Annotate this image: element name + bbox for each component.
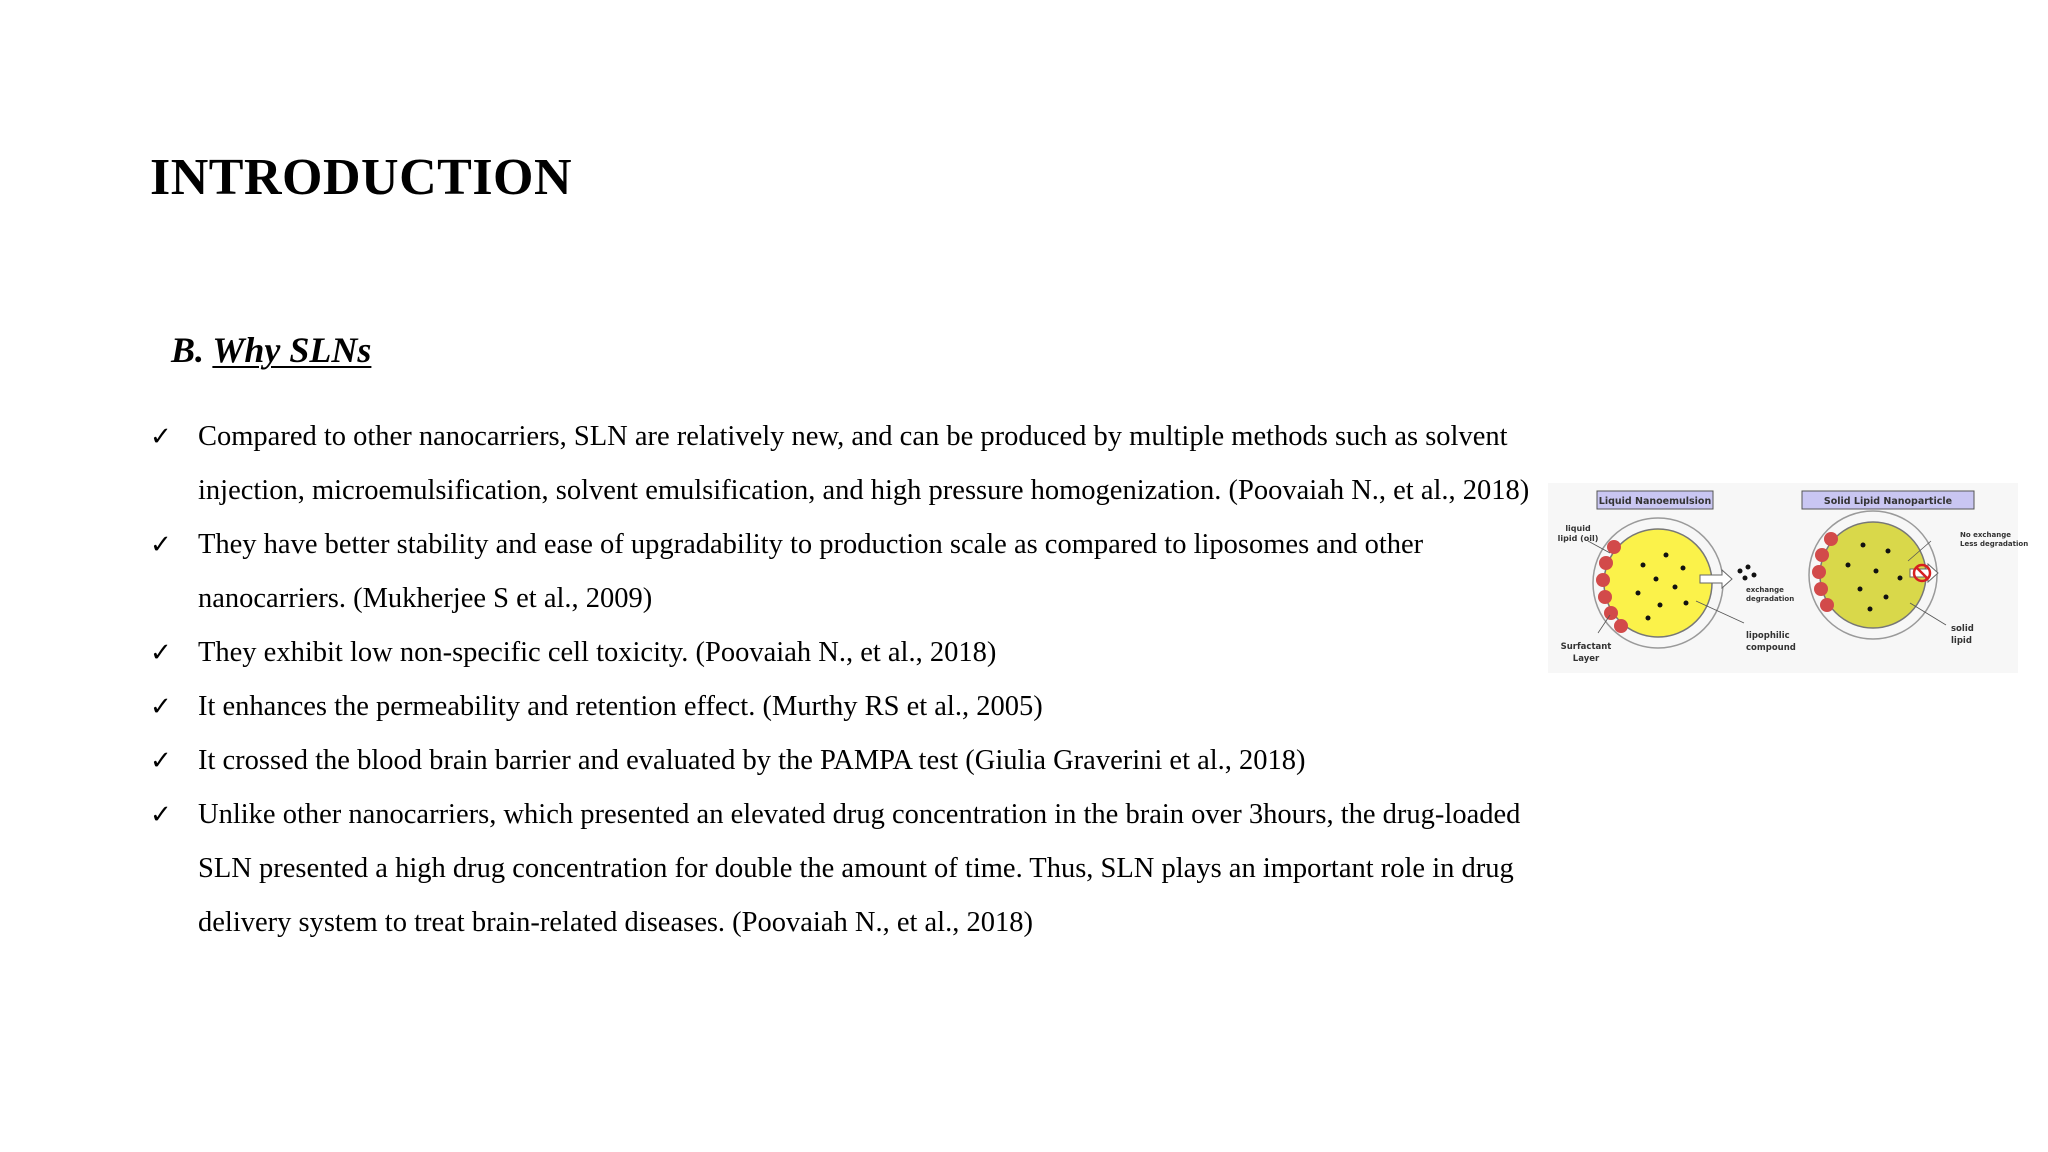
- sln-comparison-diagram: [1548, 483, 2029, 673]
- checkmark-icon: ✓: [150, 746, 172, 776]
- right-title: Solid Lipid Nanoparticle: [1823, 496, 1953, 507]
- exchange-label-1: exchange: [1746, 586, 1784, 594]
- no-exchange-label-2: Less degradation: [1960, 540, 2029, 548]
- surfactant-head: [1824, 532, 1838, 546]
- lipophilic-label-1: lipophilic: [1746, 631, 1790, 641]
- lipophilic-label-2: compound: [1746, 643, 1796, 653]
- drug-dot: [1743, 576, 1748, 581]
- no-exchange-label-1: No exchange: [1960, 531, 2011, 539]
- drug-dot: [1874, 569, 1879, 574]
- surfactant-head: [1598, 590, 1612, 604]
- exchange-label-2: degradation: [1746, 595, 1795, 603]
- drug-dot: [1664, 553, 1669, 558]
- bullet-item: [150, 626, 1530, 680]
- checkmark-icon: ✓: [150, 638, 172, 668]
- section-heading: [171, 329, 371, 371]
- bullet-list: [150, 410, 1530, 950]
- drug-dot: [1641, 563, 1646, 568]
- bullet-text: It enhances the permeability and retention effect. (Murthy RS et al., 2005): [198, 691, 1043, 722]
- solid-lipid-label-1: solid: [1951, 624, 1974, 634]
- bullet-text: Compared to other nanocarriers, SLN are relatively new, and can be produced by multiple methods such as solvent injection, microemulsification, solvent emulsification, and high pressure homogenization. (Poovaiah N., et al., 2018): [198, 421, 1530, 506]
- drug-dot: [1858, 587, 1863, 592]
- drug-dot: [1898, 576, 1903, 581]
- surfactant-head: [1607, 540, 1621, 554]
- bullet-text: They exhibit low non-specific cell toxicity. (Poovaiah N., et al., 2018): [198, 637, 997, 668]
- surfactant-head: [1815, 548, 1829, 562]
- drug-dot: [1846, 563, 1851, 568]
- solid-lipid-label-2: lipid: [1951, 636, 1972, 646]
- drug-dot: [1681, 566, 1686, 571]
- drug-dot: [1646, 616, 1651, 621]
- released-drug-dots: [1738, 565, 1757, 581]
- slide-title: INTRODUCTION: [150, 149, 573, 206]
- checkmark-icon: ✓: [150, 800, 172, 830]
- checkmark-icon: ✓: [150, 422, 172, 452]
- bullet-text: They have better stability and ease of upgradability to production scale as compared to liposomes and other nanocarriers. (Mukherjee S et al., 2009): [198, 529, 1424, 614]
- left-title: Liquid Nanoemulsion: [1598, 496, 1712, 507]
- drug-dot: [1752, 573, 1757, 578]
- bullet-text: Unlike other nanocarriers, which presented an elevated drug concentration in the brain over 3hours, the drug-loaded SLN presented a high drug concentration for double the amount of time. Thus, SLN plays an important role in drug delivery system to treat brain-related diseases. (Poovaiah N., et al., 2018): [198, 799, 1521, 938]
- drug-dot: [1861, 543, 1866, 548]
- checkmark-icon: ✓: [150, 530, 172, 560]
- diagram-svg: [1548, 483, 2029, 673]
- surfactant-head: [1614, 619, 1628, 633]
- drug-dot: [1658, 603, 1663, 608]
- surfactant-head: [1814, 582, 1828, 596]
- drug-dot: [1746, 565, 1751, 570]
- bullet-item: [150, 680, 1530, 734]
- bullet-item: [150, 788, 1530, 950]
- surfactant-head: [1604, 606, 1618, 620]
- drug-dot: [1886, 549, 1891, 554]
- drug-dot: [1654, 577, 1659, 582]
- bullet-text: It crossed the blood brain barrier and evaluated by the PAMPA test (Giulia Graverini et al., 2018): [198, 745, 1306, 776]
- surfactant-head: [1812, 565, 1826, 579]
- bullet-item: [150, 518, 1530, 626]
- drug-dot: [1684, 601, 1689, 606]
- bullet-item: [150, 410, 1530, 518]
- section-prefix: B.: [171, 330, 213, 370]
- surfactant-head: [1820, 598, 1834, 612]
- drug-dot: [1868, 607, 1873, 612]
- liquid-lipid-label-1: liquid: [1565, 524, 1591, 533]
- drug-dot: [1738, 569, 1743, 574]
- surfactant-head: [1599, 556, 1613, 570]
- section-title: Why SLNs: [212, 330, 372, 370]
- surfactant-label-1: Surfactant: [1560, 642, 1612, 652]
- surfactant-head: [1596, 573, 1610, 587]
- bullet-item: [150, 734, 1530, 788]
- surfactant-label-2: Layer: [1572, 654, 1600, 664]
- drug-dot: [1636, 591, 1641, 596]
- drug-dot: [1673, 585, 1678, 590]
- liquid-lipid-label-2: lipid (oil): [1557, 534, 1599, 543]
- checkmark-icon: ✓: [150, 692, 172, 722]
- drug-dot: [1884, 595, 1889, 600]
